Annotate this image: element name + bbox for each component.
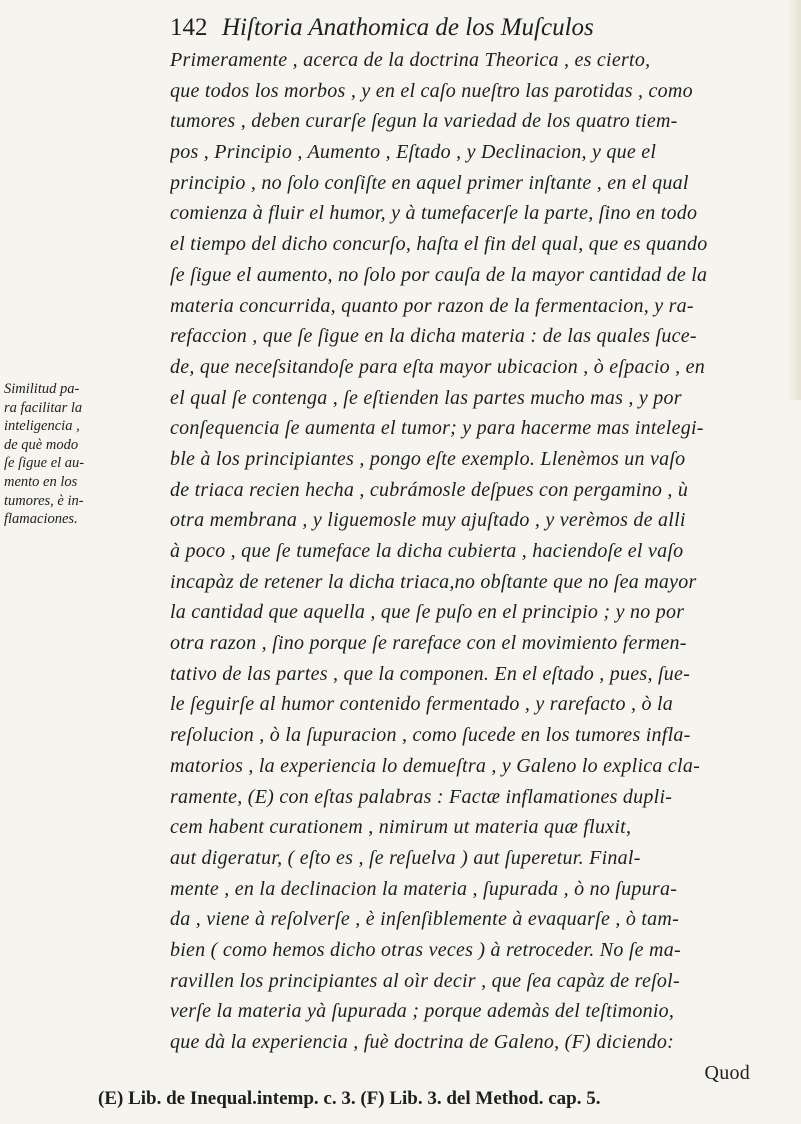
text-line: otra membrana , y liguemosle muy ajuſtado , y verèmos de alli bbox=[170, 509, 686, 532]
margin-note-line: flamaciones. bbox=[4, 511, 78, 528]
page-number: 142 bbox=[170, 14, 208, 41]
margin-note-line: mento en los bbox=[4, 473, 78, 490]
running-header bbox=[170, 14, 730, 42]
margin-note bbox=[4, 380, 162, 529]
text-line: da , viene à reſolverſe , è inſenſiblemente à evaquarſe , ò tam- bbox=[170, 908, 679, 931]
margin-note-line: ſe ſigue el au- bbox=[4, 455, 85, 472]
text-line: reſolucion , ò la ſupuracion , como ſucede en los tumores infla- bbox=[170, 724, 691, 747]
text-line: bien ( como hemos dicho otras veces ) à retroceder. No ſe ma- bbox=[170, 938, 681, 961]
text-line: otra razon , ſino porque ſe rareface con el movimiento fermen- bbox=[170, 632, 687, 655]
text-line: Primeramente , acerca de la doctrina Theorica , es cierto, bbox=[170, 49, 651, 71]
text-line: comienza à fluir el humor, y à tumefacerſe la parte, ſino en todo bbox=[170, 202, 698, 225]
text-line: à poco , que ſe tumeface la dicha cubierta , haciendoſe el vaſo bbox=[170, 540, 684, 562]
text-line: le ſeguirſe al humor contenido fermentado , y rarefacto , ò la bbox=[170, 693, 674, 716]
text-line: refaccion , que ſe ſigue en la dicha materia : de las quales ſuce- bbox=[170, 325, 697, 348]
text-line: cem habent curationem , nimirum ut materia quæ fluxit, bbox=[170, 816, 632, 839]
text-line: tativo de las partes , que la componen. En el eſtado , pues, ſue- bbox=[170, 662, 691, 685]
text-line: ramente, (E) con eſtas palabras : Factæ inflamationes dupli- bbox=[170, 785, 673, 808]
text-line: matorios , la experiencia lo demueſtra , y Galeno lo explica cla- bbox=[170, 754, 701, 777]
footnote: (E) Lib. de Inequal.intemp. c. 3. (F) Lib. 3. del Method. cap. 5. bbox=[98, 1088, 601, 1109]
text-line: la cantidad que aquella , que ſe puſo en el principio ; y no por bbox=[170, 601, 685, 624]
main-text bbox=[170, 45, 790, 1088]
text-line: el tiempo del dicho concurſo, haſta el fin del qual, que es quando bbox=[170, 233, 708, 256]
text-line: mente , en la declinacion la materia , ſupurada , ò no ſupura- bbox=[170, 877, 678, 900]
text-line: conſequencia ſe aumenta el tumor; y para hacerme mas intelegi- bbox=[170, 417, 704, 440]
text-line: de, que neceſsitandoſe para eſta mayor ubicacion , ò eſpacio , en bbox=[170, 355, 706, 378]
text-line: ſe ſigue el aumento, no ſolo por cauſa de la mayor cantidad de la bbox=[170, 263, 708, 286]
margin-note-line: inteligencia , bbox=[4, 418, 80, 435]
text-line: incapàz de retener la dicha triaca,no obſtante que no ſea mayor bbox=[170, 570, 697, 593]
text-line: de triaca recien hecha , cubrámosle deſpues con pergamino , ù bbox=[170, 478, 689, 501]
catchword: Quod bbox=[704, 1061, 750, 1084]
text-line: materia concurrida, quanto por razon de la fermentacion, y ra- bbox=[170, 294, 694, 317]
running-title: Hiſtoria Anathomica de los Muſculos bbox=[222, 14, 594, 41]
text-line: tumores , deben curarſe ſegun la variedad de los quatro tiem- bbox=[170, 110, 678, 133]
text-line: que dà la experiencia , fuè doctrina de Galeno, (F) diciendo: bbox=[170, 1031, 674, 1053]
text-line: ravillen los principiantes al oìr decir , que ſea capàz de reſol- bbox=[170, 969, 680, 992]
text-line: principio , no ſolo conſiſte en aquel primer inſtante , en el qual bbox=[170, 171, 689, 194]
text-line: aut digeratur, ( eſto es , ſe reſuelva ) aut ſuperetur. Final- bbox=[170, 846, 641, 869]
text-line: el qual ſe contenga , ſe eſtienden las partes mucho mas , y por bbox=[170, 386, 682, 409]
margin-note-line: Similitud pa- bbox=[4, 381, 80, 397]
margin-note-line: tumores, è in- bbox=[4, 492, 84, 509]
margin-note-line: de què modo bbox=[4, 436, 79, 453]
margin-note-line: ra facilitar la bbox=[4, 399, 83, 416]
text-line: verſe la materia yà ſupurada ; porque ademàs del teſtimonio, bbox=[170, 1000, 675, 1023]
text-line: ble à los principiantes , pongo eſte exemplo. Llenèmos un vaſo bbox=[170, 447, 686, 470]
text-line: pos , Principio , Aumento , Eſtado , y Declinacion, y que el bbox=[170, 141, 657, 164]
text-line: que todos los morbos , y en el caſo nueſtro las parotidas , como bbox=[170, 79, 693, 102]
